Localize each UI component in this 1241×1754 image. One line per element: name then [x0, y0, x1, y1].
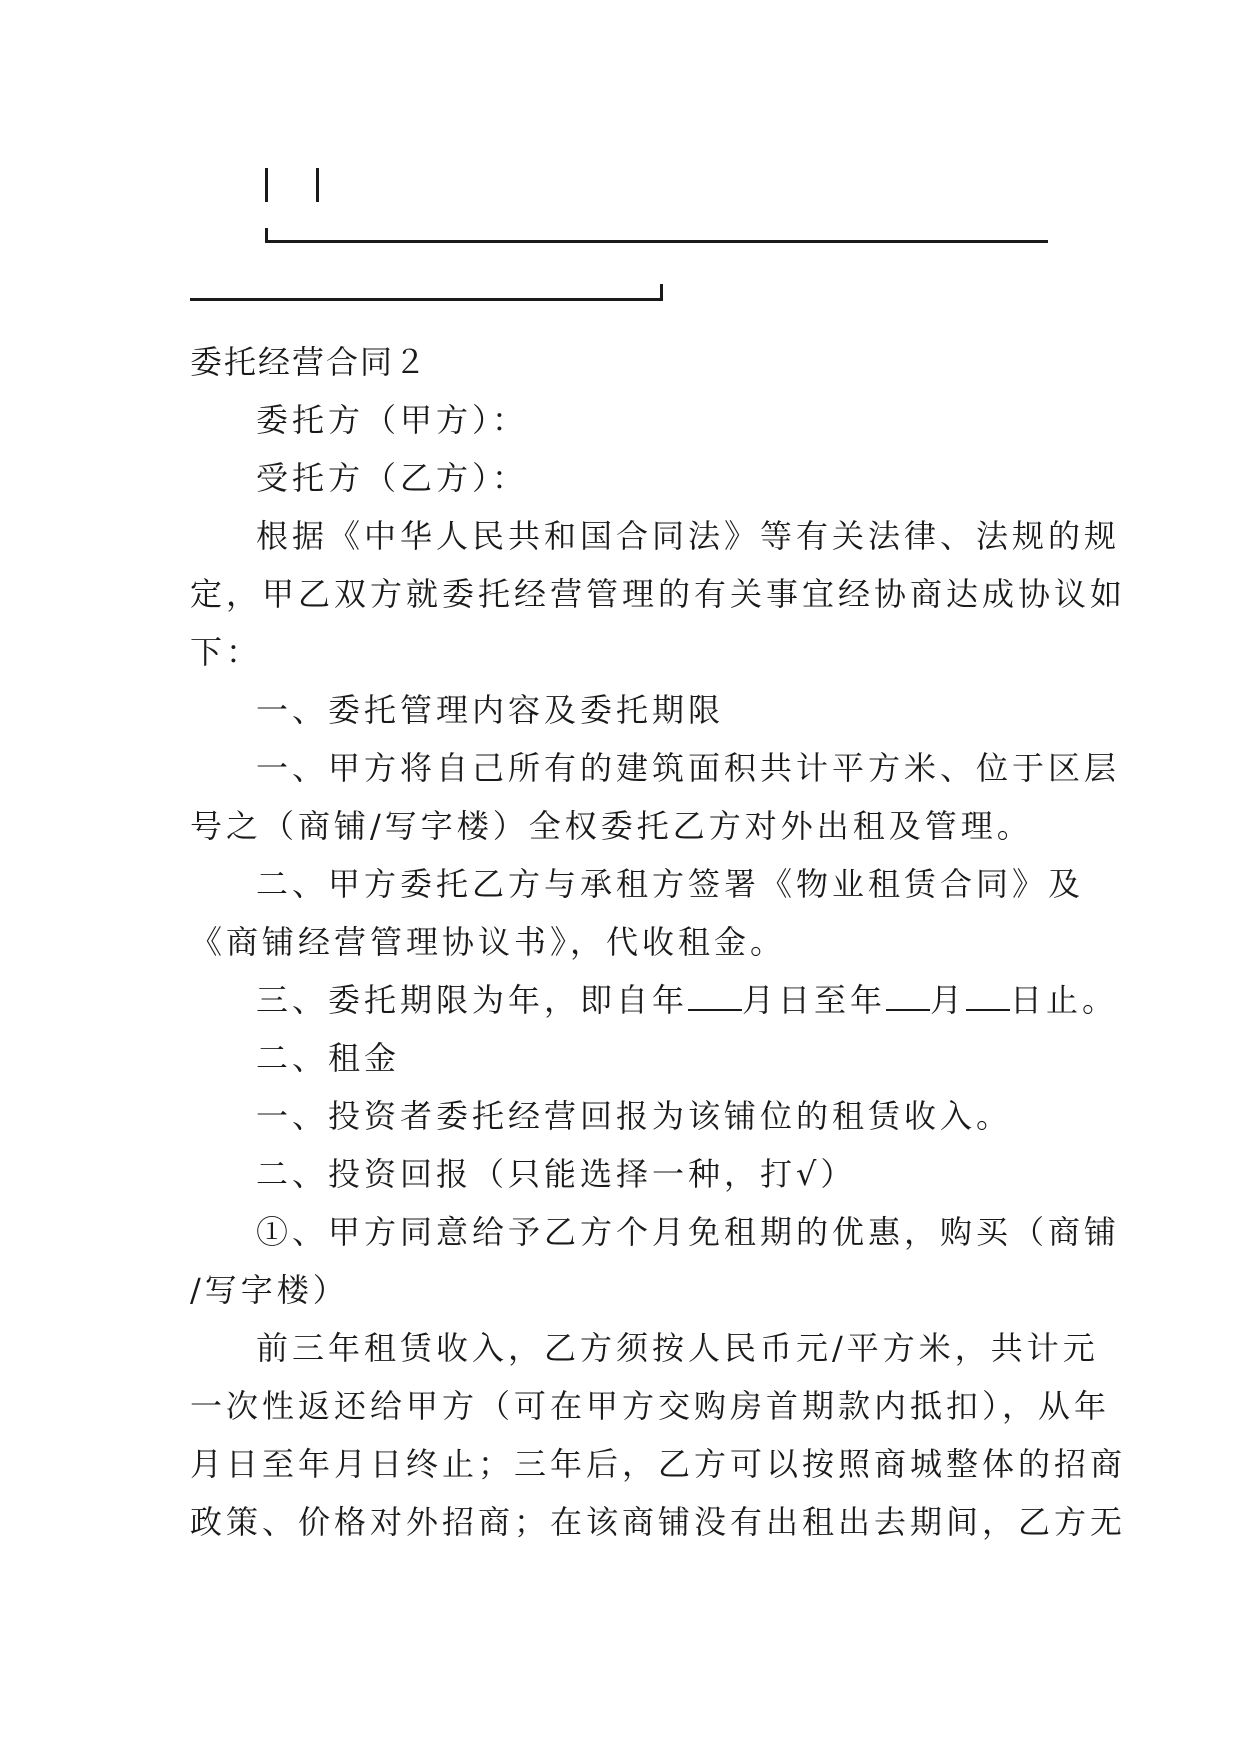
- table-border-right: [316, 168, 319, 202]
- section-1-heading: 一、委托管理内容及委托期限: [256, 691, 725, 729]
- paragraph-line-2: 一次性返还给甲方（可在甲方交购房首期款内抵扣），从年: [190, 1387, 1111, 1425]
- option-1-line-2: /写字楼）: [190, 1271, 349, 1309]
- section-2-item-1: 一、投资者委托经营回报为该铺位的租赁收入。: [256, 1097, 1013, 1135]
- party-b-label: 受托方（乙方）：: [256, 459, 529, 497]
- section-1-item-1-line-1: 一、甲方将自己所有的建筑面积共计平方米、位于区层: [256, 749, 1121, 787]
- table-bottom-border: [265, 240, 1048, 243]
- section-2-item-2: 二、投资回报（只能选择一种，打√）: [256, 1155, 857, 1193]
- blank-field: [688, 981, 742, 1011]
- section-1-item-2-line-1: 二、甲方委托乙方与承租方签署《物业租赁合同》及: [256, 865, 1085, 903]
- blank-field: [886, 981, 930, 1011]
- term-text-part-4: 日止。: [1010, 981, 1119, 1019]
- preamble-line-3: 下：: [190, 633, 263, 671]
- party-a-label: 委托方（甲方）：: [256, 401, 529, 439]
- preamble-line-1: 根据《中华人民共和国合同法》等有关法律、法规的规: [256, 517, 1121, 555]
- blank-field: [966, 981, 1010, 1011]
- table-border-left: [265, 168, 268, 202]
- term-text-part-2: 月日至年: [742, 981, 887, 1019]
- paragraph-line-3: 月日至年月日终止；三年后，乙方可以按照商城整体的招商: [190, 1445, 1127, 1483]
- paragraph-line-1: 前三年租赁收入，乙方须按人民币元/平方米，共计元: [256, 1329, 1099, 1367]
- section-1-item-2-line-2: 《商铺经营管理协议书》，代收租金。: [190, 923, 787, 961]
- term-text-part-3: 月: [930, 981, 967, 1019]
- paragraph-line-4: 政策、价格对外招商；在该商铺没有出租出去期间，乙方无: [190, 1503, 1127, 1541]
- preamble-line-2: 定，甲乙双方就委托经营管理的有关事宜经协商达成协议如: [190, 575, 1127, 613]
- term-text-part-1: 三、委托期限为年，即自年: [256, 981, 689, 1019]
- section-1-item-1-line-2: 号之（商铺/写字楼）全权委托乙方对外出租及管理。: [190, 807, 1033, 845]
- document-title: 委托经营合同２: [190, 343, 429, 381]
- section-2-heading: 二、租金: [256, 1039, 401, 1077]
- table-bottom-border-continued: [190, 298, 663, 301]
- table-corner-bottom-right: [660, 284, 663, 301]
- section-1-item-3: [190, 980, 1119, 1020]
- option-1-line-1: ①、甲方同意给予乙方个月免租期的优惠，购买（商铺: [256, 1213, 1121, 1251]
